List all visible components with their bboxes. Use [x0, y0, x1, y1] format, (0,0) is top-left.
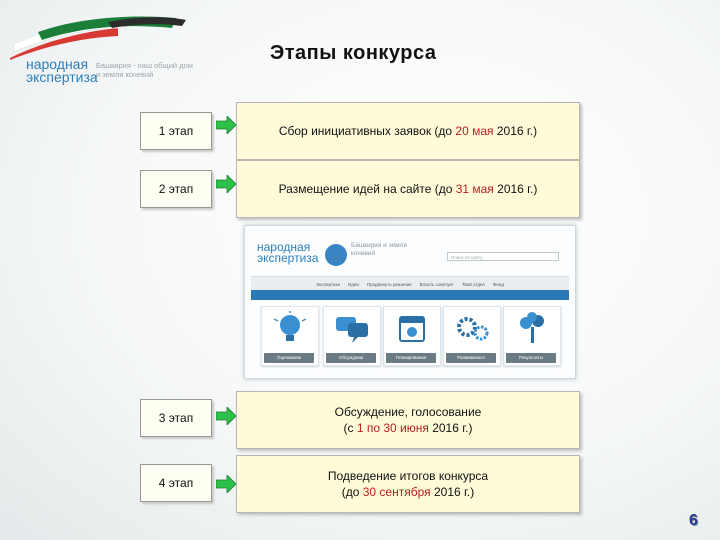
brand-logo	[8, 14, 198, 94]
site-tile-label: Результаты	[506, 353, 556, 363]
stage-3-description	[236, 391, 580, 449]
stage-1-text: Сбор инициативных заявок (до 20 мая 2016 г.)	[278, 124, 538, 138]
stage-4-title: Подведение итогов конкурса	[327, 469, 489, 483]
lightbulb-icon	[270, 311, 310, 347]
site-tagline: Башкирия и земля кочевий	[351, 242, 407, 257]
stage-1-description	[236, 102, 580, 160]
site-tile-ideas	[261, 306, 319, 366]
calendar-icon	[392, 311, 432, 347]
slide-title: Этапы конкурса	[270, 42, 437, 64]
site-tile-planning	[383, 306, 441, 366]
site-tile-label: Развиваемся	[446, 353, 496, 363]
site-tile-label: Обсуждаем	[326, 353, 376, 363]
site-search-input: Поиск по сайту	[447, 252, 559, 261]
stage-2-text: Размещение идей на сайте (до 31 мая 2016 г.)	[278, 182, 538, 196]
stage-3-title: Обсуждение, голосование	[334, 405, 482, 419]
gears-icon	[452, 311, 492, 347]
site-nav-item: Фонд	[492, 281, 504, 287]
flag-ribbon-icon	[8, 14, 198, 60]
website-screenshot	[244, 225, 576, 379]
site-tile-label: Оцениваем	[264, 353, 314, 363]
site-tile-develop	[443, 306, 501, 366]
stage-4-label: 4 этап	[140, 464, 212, 502]
stage-4-description	[236, 455, 580, 513]
stage-2-description	[236, 160, 580, 218]
site-logo: народная экспертиза	[257, 240, 319, 265]
site-nav-item: Идеи	[348, 281, 359, 287]
stage-3-label: 3 этап	[140, 399, 212, 437]
stage-3-dates: (с 1 по 30 июня 2016 г.)	[343, 421, 473, 435]
site-tile-discuss	[323, 306, 381, 366]
brand-name: народная экспертиза	[26, 56, 98, 85]
site-logo-icon	[325, 244, 347, 266]
chat-bubbles-icon	[332, 311, 372, 347]
stage-4-dates: (до 30 сентября 2016 г.)	[341, 485, 475, 499]
arrow-right-icon	[216, 475, 236, 493]
arrow-right-icon	[216, 407, 236, 425]
arrow-right-icon	[216, 175, 236, 193]
arrow-right-icon	[216, 116, 236, 134]
stage-1-label: 1 этап	[140, 112, 212, 150]
site-nav-item: Власть советует	[419, 281, 454, 287]
stage-2-label: 2 этап	[140, 170, 212, 208]
site-nav-item: Продвинуть решение	[366, 281, 412, 287]
site-banner	[251, 290, 569, 300]
site-tile-results	[503, 306, 561, 366]
site-nav-item: Экспертиза	[316, 281, 341, 287]
tree-icon	[512, 311, 552, 347]
page-number: 6	[689, 512, 698, 529]
brand-tagline: Башкирия - наш общий дом и земля кочевий	[96, 61, 193, 79]
site-tile-label: Планирование	[386, 353, 436, 363]
site-nav-item: Твой отдел	[461, 281, 485, 287]
